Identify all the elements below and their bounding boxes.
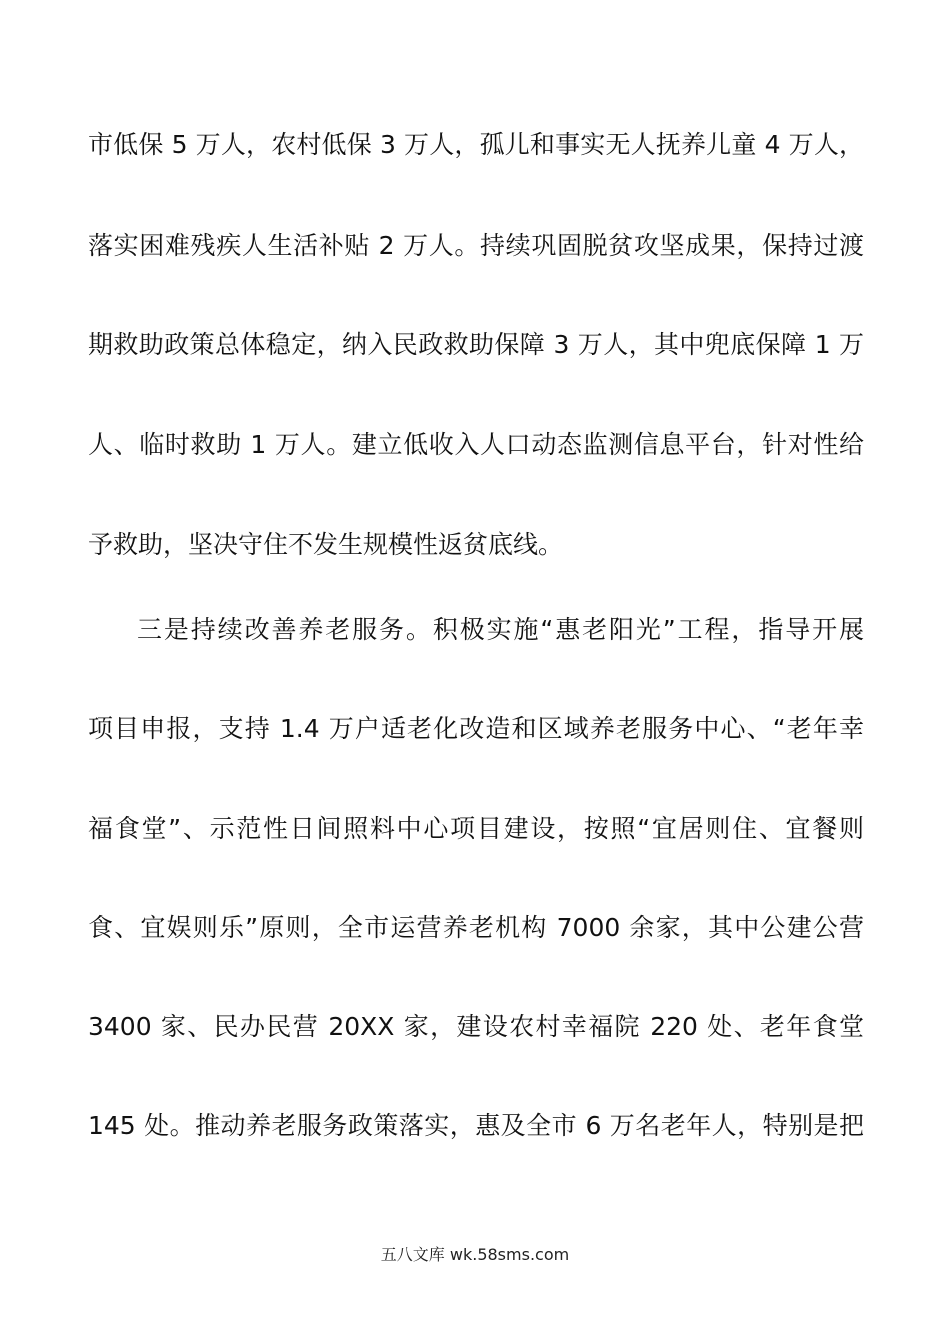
paragraph-line-9: 食、宜娱则乐”原则，全市运营养老机构 7000 余家，其中公建公营 (88, 913, 864, 942)
paragraph-line-4: 人、临时救助 1 万人。建立低收入人口动态监测信息平台，针对性给 (88, 430, 864, 459)
paragraph-line-5: 予救助，坚决守住不发生规模性返贫底线。 (88, 530, 564, 559)
paragraph-line-6: 三是持续改善养老服务。积极实施“惠老阳光”工程，指导开展 (137, 615, 864, 644)
paragraph-line-11: 145 处。推动养老服务政策落实，惠及全市 6 万名老年人，特别是把 (88, 1111, 864, 1140)
footer-watermark: 五八文库 wk.58sms.com (380, 1245, 570, 1264)
paragraph-line-10: 3400 家、民办民营 20XX 家，建设农村幸福院 220 处、老年食堂 (88, 1012, 864, 1041)
paragraph-line-3: 期救助政策总体稳定，纳入民政救助保障 3 万人，其中兜底保障 1 万 (88, 330, 864, 359)
paragraph-line-7: 项目申报，支持 1.4 万户适老化改造和区域养老服务中心、“老年幸 (88, 714, 864, 743)
paragraph-line-1: 市低保 5 万人，农村低保 3 万人，孤儿和事实无人抚养儿童 4 万人， (88, 130, 864, 159)
paragraph-line-2: 落实困难残疾人生活补贴 2 万人。持续巩固脱贫攻坚成果，保持过渡 (88, 231, 864, 260)
paragraph-line-8: 福食堂”、示范性日间照料中心项目建设，按照“宜居则住、宜餐则 (88, 814, 864, 843)
